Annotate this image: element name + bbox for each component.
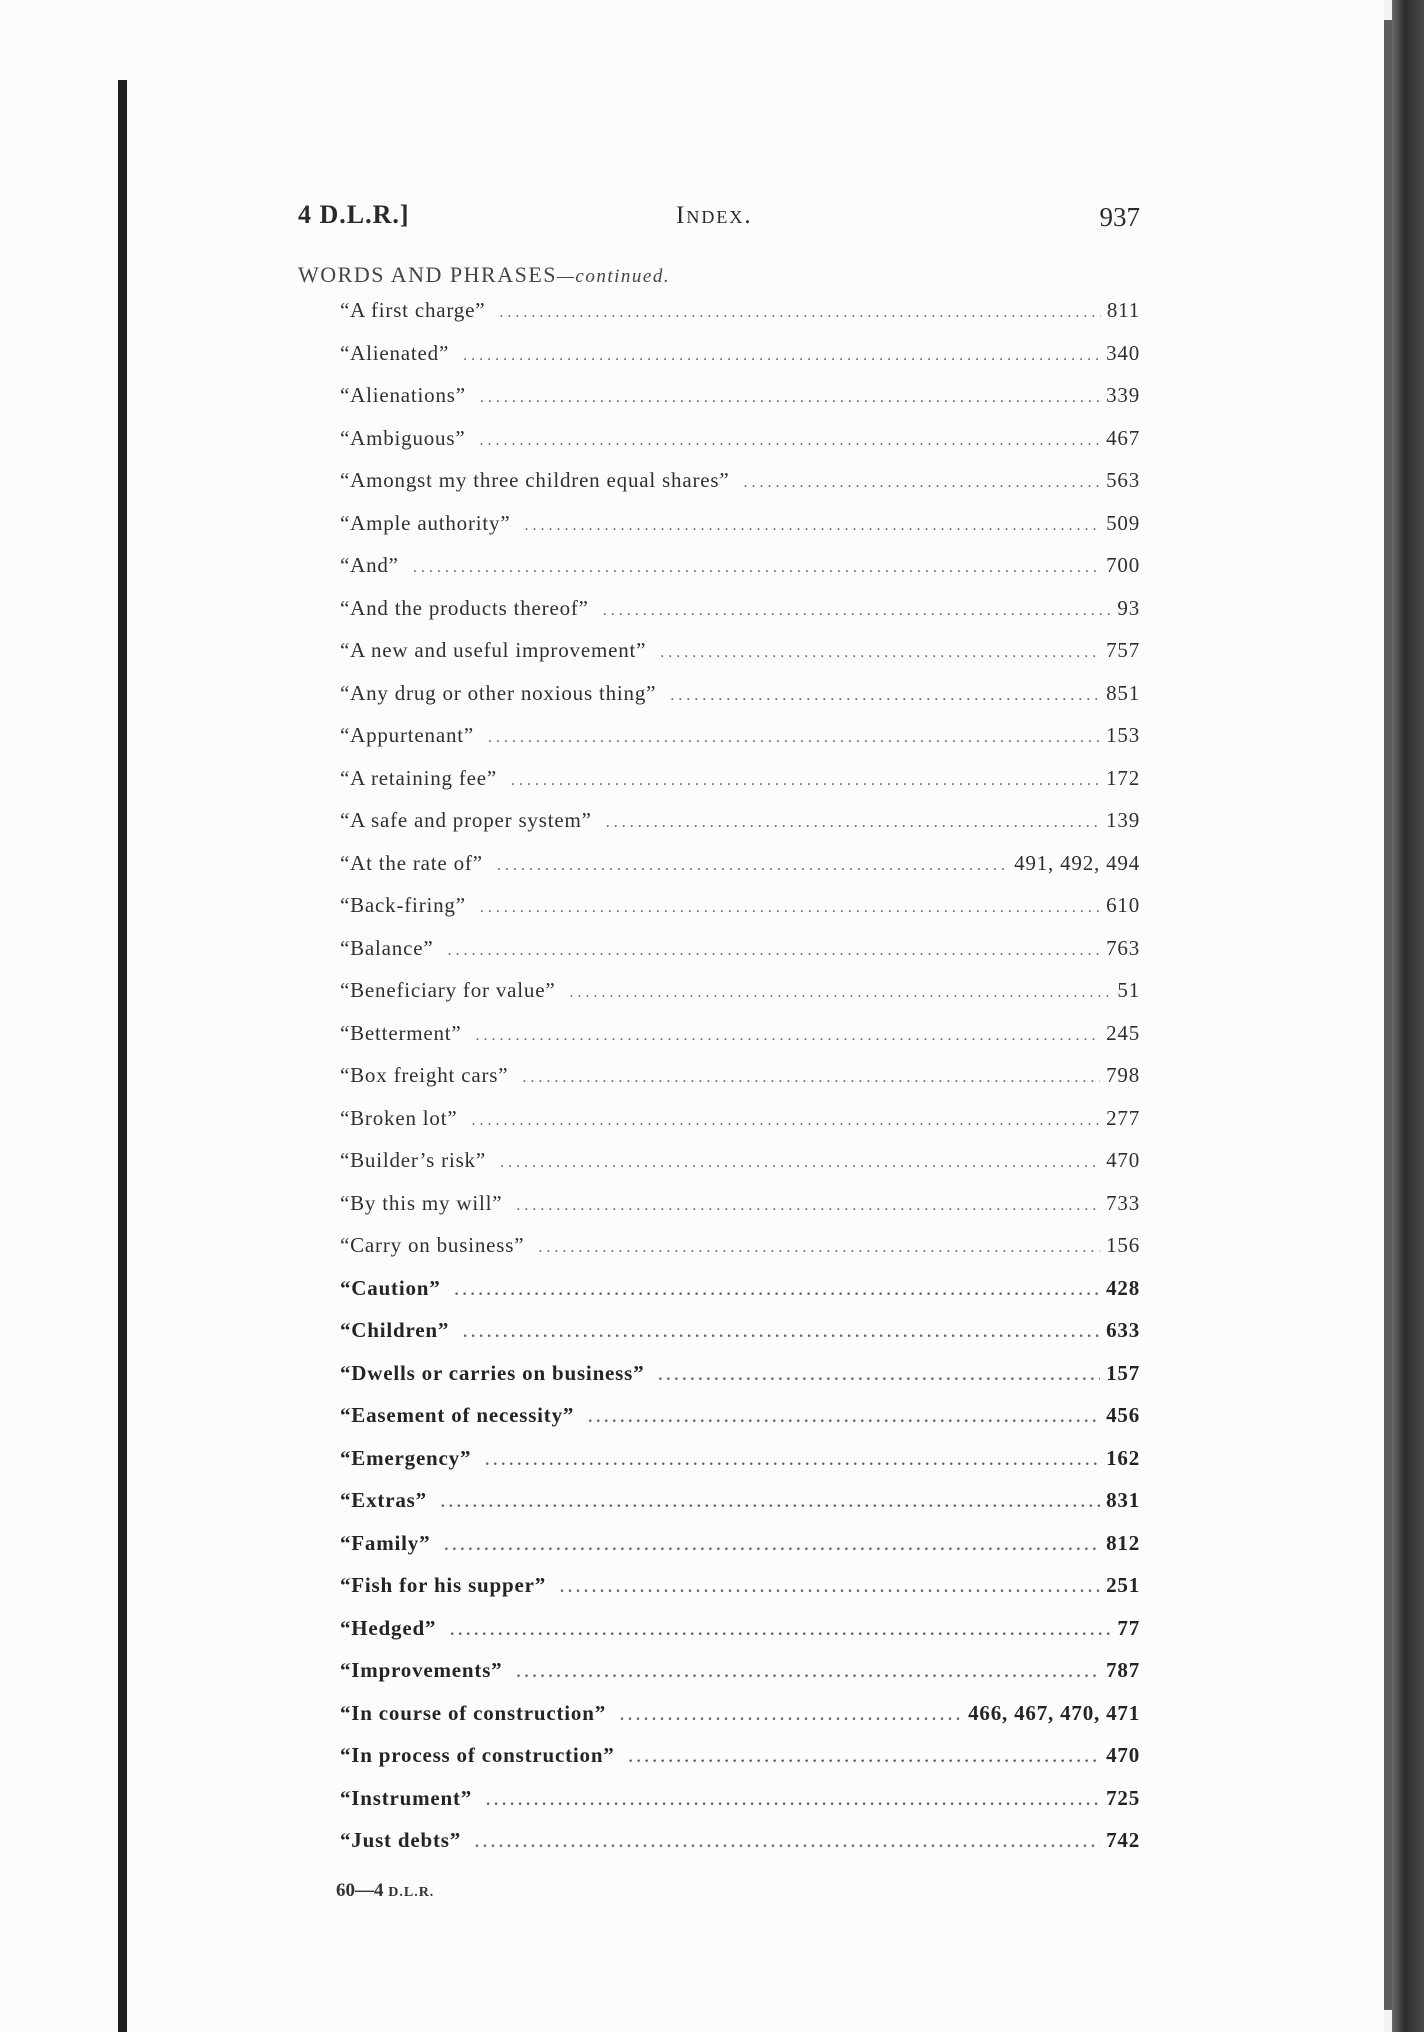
index-term: “At the rate of” xyxy=(340,850,483,875)
page-reference: 162 xyxy=(1106,1445,1140,1470)
page-reference: 156 xyxy=(1106,1233,1140,1257)
index-entry xyxy=(340,723,1140,766)
dot-leader xyxy=(499,304,1101,322)
page-reference: 339 xyxy=(1106,383,1140,407)
page-reference: 633 xyxy=(1106,1318,1140,1342)
index-term: “Improvements” xyxy=(340,1658,503,1682)
page-reference: 153 xyxy=(1106,723,1140,747)
page-reference: 742 xyxy=(1106,1828,1140,1852)
index-entry xyxy=(340,1276,1140,1319)
dot-leader xyxy=(486,1792,1100,1810)
index-entry xyxy=(340,341,1140,384)
page-reference: 139 xyxy=(1106,808,1140,832)
page-reference: 700 xyxy=(1106,553,1140,577)
index-term: “In course of construction” xyxy=(340,1700,607,1725)
index-entry xyxy=(340,511,1140,554)
page-reference: 851 xyxy=(1106,680,1140,705)
running-head xyxy=(298,200,1140,244)
index-entry-list xyxy=(340,298,1140,1871)
index-term: “Builder’s risk” xyxy=(340,1148,486,1172)
dot-leader xyxy=(447,942,1100,960)
index-term: “Balance” xyxy=(340,935,434,960)
index-term: “Broken lot” xyxy=(340,1105,458,1130)
index-term: “A retaining fee” xyxy=(340,765,498,790)
dot-leader xyxy=(441,1494,1100,1512)
page-reference: 245 xyxy=(1106,1020,1140,1045)
section-continued: —continued. xyxy=(557,266,671,287)
index-term: “Hedged” xyxy=(340,1615,437,1640)
dot-leader xyxy=(524,517,1100,535)
book-binding xyxy=(118,80,127,2032)
page-reference: 787 xyxy=(1106,1658,1140,1682)
index-entry xyxy=(340,936,1140,979)
index-entry xyxy=(340,1616,1140,1659)
page-reference: 470 xyxy=(1106,1148,1140,1172)
section-title: WORDS AND PHRASES xyxy=(298,262,557,287)
signature-mark xyxy=(336,1880,434,1902)
index-term: “Easement of necessity” xyxy=(340,1403,575,1427)
dot-leader xyxy=(500,1154,1100,1172)
index-entry xyxy=(340,1233,1140,1276)
page-reference: 725 xyxy=(1106,1785,1140,1810)
index-entry xyxy=(340,978,1140,1021)
index-term: “Carry on business” xyxy=(340,1233,525,1257)
index-entry xyxy=(340,383,1140,426)
dot-leader xyxy=(743,474,1100,492)
dot-leader xyxy=(569,984,1111,1002)
index-term: “Back-firing” xyxy=(340,893,466,917)
left-page-margin xyxy=(0,0,130,2032)
page-reference: 733 xyxy=(1106,1190,1140,1215)
index-term: “In process of construction” xyxy=(340,1743,615,1767)
index-term: “A new and useful improvement” xyxy=(340,638,647,662)
book-cover-edge xyxy=(1392,0,1424,2032)
index-term: “Alienations” xyxy=(340,383,466,407)
index-entry xyxy=(340,808,1140,851)
section-heading xyxy=(298,262,670,288)
page-reference: 509 xyxy=(1106,510,1140,535)
page-reference: 763 xyxy=(1106,935,1140,960)
index-term: “Ample authority” xyxy=(340,510,511,535)
index-term: “A safe and proper system” xyxy=(340,808,592,832)
page-reference: 340 xyxy=(1106,340,1140,365)
dot-leader xyxy=(606,814,1100,832)
dot-leader xyxy=(516,1664,1100,1682)
dot-leader xyxy=(560,1579,1100,1597)
dot-leader xyxy=(485,1452,1100,1470)
dot-leader xyxy=(629,1749,1100,1767)
page-reference: 251 xyxy=(1106,1573,1140,1597)
signature-number: 60—4 xyxy=(336,1880,384,1901)
index-entry xyxy=(340,638,1140,681)
index-entry xyxy=(340,596,1140,639)
index-entry xyxy=(340,426,1140,469)
dot-leader xyxy=(444,1537,1100,1555)
index-entry xyxy=(340,1488,1140,1531)
page-reference: 470 xyxy=(1106,1743,1140,1767)
dot-leader xyxy=(620,1707,962,1725)
index-entry xyxy=(340,766,1140,809)
signature-label: D.L.R. xyxy=(388,1885,435,1900)
dot-leader xyxy=(480,899,1100,917)
dot-leader xyxy=(479,432,1100,450)
dot-leader xyxy=(455,1282,1101,1300)
index-entry xyxy=(340,1403,1140,1446)
index-term: “Betterment” xyxy=(340,1020,462,1045)
page-reference: 467 xyxy=(1106,425,1140,450)
index-term: “By this my will” xyxy=(340,1190,503,1215)
index-entry xyxy=(340,1191,1140,1234)
dot-leader xyxy=(471,1112,1100,1130)
index-term: “Ambiguous” xyxy=(340,425,466,450)
page-reference: 466, 467, 470, 471 xyxy=(968,1700,1140,1725)
index-term: “Appurtenant” xyxy=(340,723,475,747)
dot-leader xyxy=(658,1367,1100,1385)
page-reference: 93 xyxy=(1117,595,1140,620)
dot-leader xyxy=(660,644,1100,662)
dot-leader xyxy=(516,1197,1100,1215)
page-reference: 563 xyxy=(1106,468,1140,492)
index-entry xyxy=(340,681,1140,724)
page-reference: 456 xyxy=(1106,1403,1140,1427)
index-entry xyxy=(340,468,1140,511)
index-entry xyxy=(340,1063,1140,1106)
index-entry xyxy=(340,1531,1140,1574)
dot-leader xyxy=(522,1069,1100,1087)
volume-reference: 4 D.L.R.] xyxy=(298,200,410,229)
index-entry xyxy=(340,1148,1140,1191)
index-term: “And the products thereof” xyxy=(340,595,589,620)
index-entry xyxy=(340,553,1140,596)
dot-leader xyxy=(475,1834,1100,1852)
dot-leader xyxy=(588,1409,1100,1427)
index-term: “Extras” xyxy=(340,1488,427,1512)
dot-leader xyxy=(463,347,1100,365)
dot-leader xyxy=(511,772,1100,790)
index-term: “Amongst my three children equal shares” xyxy=(340,468,730,492)
dot-leader xyxy=(488,729,1100,747)
index-entry xyxy=(340,1021,1140,1064)
index-term: “Beneficiary for value” xyxy=(340,978,556,1002)
index-entry xyxy=(340,1361,1140,1404)
index-term: “And” xyxy=(340,553,399,577)
dot-leader xyxy=(480,389,1100,407)
index-entry xyxy=(340,851,1140,894)
index-term: “Dwells or carries on business” xyxy=(340,1360,645,1385)
index-entry xyxy=(340,1701,1140,1744)
page-reference: 157 xyxy=(1106,1360,1140,1385)
dot-leader xyxy=(450,1622,1111,1640)
page-reference: 811 xyxy=(1106,298,1140,322)
page-reference: 277 xyxy=(1106,1105,1140,1130)
index-entry xyxy=(340,893,1140,936)
dot-leader xyxy=(476,1027,1101,1045)
page-number: 937 xyxy=(1099,202,1140,232)
index-term: “Instrument” xyxy=(340,1785,473,1810)
index-term: “Children” xyxy=(340,1318,450,1342)
index-term: “Fish for his supper” xyxy=(340,1573,547,1597)
index-entry xyxy=(340,298,1140,341)
dot-leader xyxy=(538,1239,1100,1257)
dot-leader xyxy=(670,687,1100,705)
index-term: “A first charge” xyxy=(340,298,486,322)
dot-leader xyxy=(497,857,1008,875)
page-reference: 77 xyxy=(1117,1615,1140,1640)
index-term: “Box freight cars” xyxy=(340,1063,509,1087)
dot-leader xyxy=(603,602,1112,620)
page-reference: 491, 492, 494 xyxy=(1014,850,1140,875)
page-reference: 831 xyxy=(1106,1488,1140,1512)
index-entry xyxy=(340,1786,1140,1829)
page-reference: 757 xyxy=(1106,638,1140,662)
index-entry xyxy=(340,1743,1140,1786)
index-entry xyxy=(340,1446,1140,1489)
index-term: “Emergency” xyxy=(340,1445,472,1470)
index-term: “Just debts” xyxy=(340,1828,462,1852)
index-entry xyxy=(340,1573,1140,1616)
page-reference: 798 xyxy=(1106,1063,1140,1087)
page-reference: 428 xyxy=(1106,1275,1140,1300)
page-edge xyxy=(1384,20,1392,2010)
page-reference: 610 xyxy=(1106,893,1140,917)
index-term: “Any drug or other noxious thing” xyxy=(340,680,657,705)
index-term: “Family” xyxy=(340,1530,431,1555)
dot-leader xyxy=(463,1324,1100,1342)
index-entry xyxy=(340,1828,1140,1871)
index-entry xyxy=(340,1658,1140,1701)
page-reference: 172 xyxy=(1106,765,1140,790)
dot-leader xyxy=(413,559,1100,577)
index-entry xyxy=(340,1318,1140,1361)
index-term: “Caution” xyxy=(340,1275,441,1300)
index-term: “Alienated” xyxy=(340,340,450,365)
page-title: Index. xyxy=(676,202,753,229)
index-entry xyxy=(340,1106,1140,1149)
page-reference: 51 xyxy=(1117,978,1140,1002)
page-reference: 812 xyxy=(1106,1530,1140,1555)
